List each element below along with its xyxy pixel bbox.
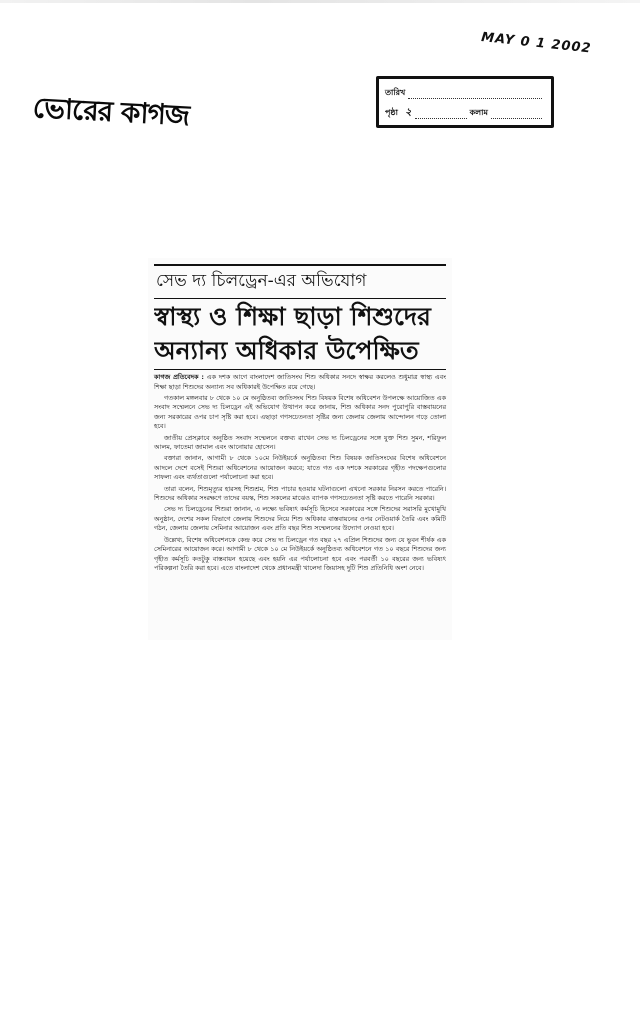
article-headline-line2: অন্যান্য অধিকার উপেক্ষিত <box>154 336 419 365</box>
article-paragraph-text: এক দশক আগে বাংলাদেশ জাতিসংঘ শিশু অধিকার সনদে স্বাক্ষর করলেও শুধুমাত্র স্বাস্থ্য এবং শিক্ষা ছাড়া শিশুদের অন্যান্য সব অধিকারই উপেক্ষিত রয়ে গেছে। <box>154 373 446 391</box>
article-paragraph: তারা বলেন, শিশুমৃত্যুর হারসহ শিশুশ্রম, শিশু পাচার হওয়ার ঘটনাগুলো এখনো সরকার নিরসন করতে পারেনি। শিশুদের অধিকার সংরক্ষণে তাদের বয়স্ক, শিশু সকলের মাঝেও ব্যাপক গণসচেতনতা সৃষ্টি করতে পারেনি সরকার। <box>154 484 446 503</box>
filing-stamp <box>376 76 554 128</box>
date-stamp: MAY 0 1 2002 <box>480 30 593 57</box>
stamp-column-line <box>491 108 542 119</box>
stamp-date-line <box>408 88 542 99</box>
article-paragraph: বক্তারা জানান, আগামী ৮ থেকে ১০মে নিউইয়র্কে অনুষ্ঠিতব্য শিশু বিষয়ক জাতিসংঘের বিশেষ অধিবেশনে আদলে দেশে বসেই শিশুরা অধিবেশনের আয়োজন করবে; যাতে গত এক দশকে সরকারের গৃহীত পদক্ষেপগুলোর সাফল্য এবং ব্যর্থতাগুলো পর্যালোচনা করা হবে। <box>154 454 446 482</box>
article-headline-line1: স্বাস্থ্য ও শিক্ষা ছাড়া শিশুদের <box>154 302 431 331</box>
article-byline: কাগজ প্রতিবেদক : <box>154 373 204 381</box>
newspaper-masthead: ভোরের কাগজ <box>32 90 190 133</box>
article-paragraph: সেভ দ্য চিলড্রেনের শিশুরা জানান, এ লক্ষ্যে ভবিষ্যৎ কর্মসূচি হিসেবে সরকারের সঙ্গে শিশুদের সরাসরি মুখোমুখি অনুষ্ঠান, দেশের সকল বিভাগে জেলায় শিশুদের নিয়ে শিশু অধিকার বাস্তবায়নের ওপর নেটওয়ার্ক তৈরি এবং কমিটি গঠন, জেলায় জেলায় সেমিনার আয়োজন এবং প্রতি বছর শিশু সম্মেলনের উদ্যোগ নেওয়া হবে। <box>154 505 446 533</box>
stamp-page-row <box>385 103 545 123</box>
article-paragraph: উল্লেখ্য, বিশেষ অধিবেশনকে কেন্দ্র করে সেভ দ্য চিলড্রেন গত বছর ২৭ এপ্রিল শিশুদের জন্য যে ভুবন শীর্ষক এক সেমিনারের আয়োজন করে। আগামী ৮ থেকে ১০ মে নিউইয়র্কে অনুষ্ঠিতব্য অধিবেশনে গত ১০ বছরে শিশুদের জন্য গৃহীত কর্মসূচি কতটুকু বাস্তবায়ন হয়েছে এবং হয়নি এর পর্যালোচনা হবে এবং পরবর্তী ১০ বছরের জন্য ভবিষ্যৎ পরিকল্পনা তৈরি করা হবে। এতে বাংলাদেশ থেকে প্রধানমন্ত্রী খালেদা জিয়াসহ দুটি শিশু প্রতিনিধি অংশ নেবে। <box>154 535 446 573</box>
article-paragraph: জাতীয় প্রেসক্লাবে অনুষ্ঠিত সংবাদ সম্মেলনে বক্তব্য রাখেন সেভ দ্য চিলড্রেনের সঙ্গে যুক্ত শিশু সুমন, শরিফুল আলম, ফাতেমা জামাল এবং আনোয়ার হোসেন। <box>154 433 446 452</box>
headline-rule <box>154 369 446 370</box>
article-kicker: সেভ দ্য চিলড্রেন-এর অভিযোগ <box>154 264 446 299</box>
stamp-page-label: পৃষ্ঠা <box>385 108 398 117</box>
stamp-date-row <box>385 83 545 103</box>
article-body <box>154 373 446 574</box>
stamp-page-value: ২ <box>404 107 412 118</box>
stamp-page-line <box>415 108 466 119</box>
scan-edge <box>0 0 640 3</box>
newspaper-clipping <box>148 258 452 640</box>
stamp-column-label: কলাম <box>469 108 488 117</box>
stamp-date-label: তারিখ <box>385 88 406 97</box>
article-paragraph <box>154 373 446 392</box>
article-paragraph: গতকাল মঙ্গলবার ৮ থেকে ১০ মে অনুষ্ঠিতব্য জাতিসংঘ শিশু বিষয়ক বিশেষ অধিবেশন উপলক্ষে আয়োজিত এক সংবাদ সম্মেলনে সেভ দ্য চিলড্রেন এই অভিযোগ উত্থাপন করে জানায়, শিশু অধিকার সনদ পুরোপুরি বাস্তবায়নের জন্য সরকারের ওপর চাপ সৃষ্টি করা হবে। এছাড়া গণসচেতনতা সৃষ্টির জন্য জেলায় জেলায় আন্দোলন গড়ে তোলা হবে। <box>154 393 446 431</box>
